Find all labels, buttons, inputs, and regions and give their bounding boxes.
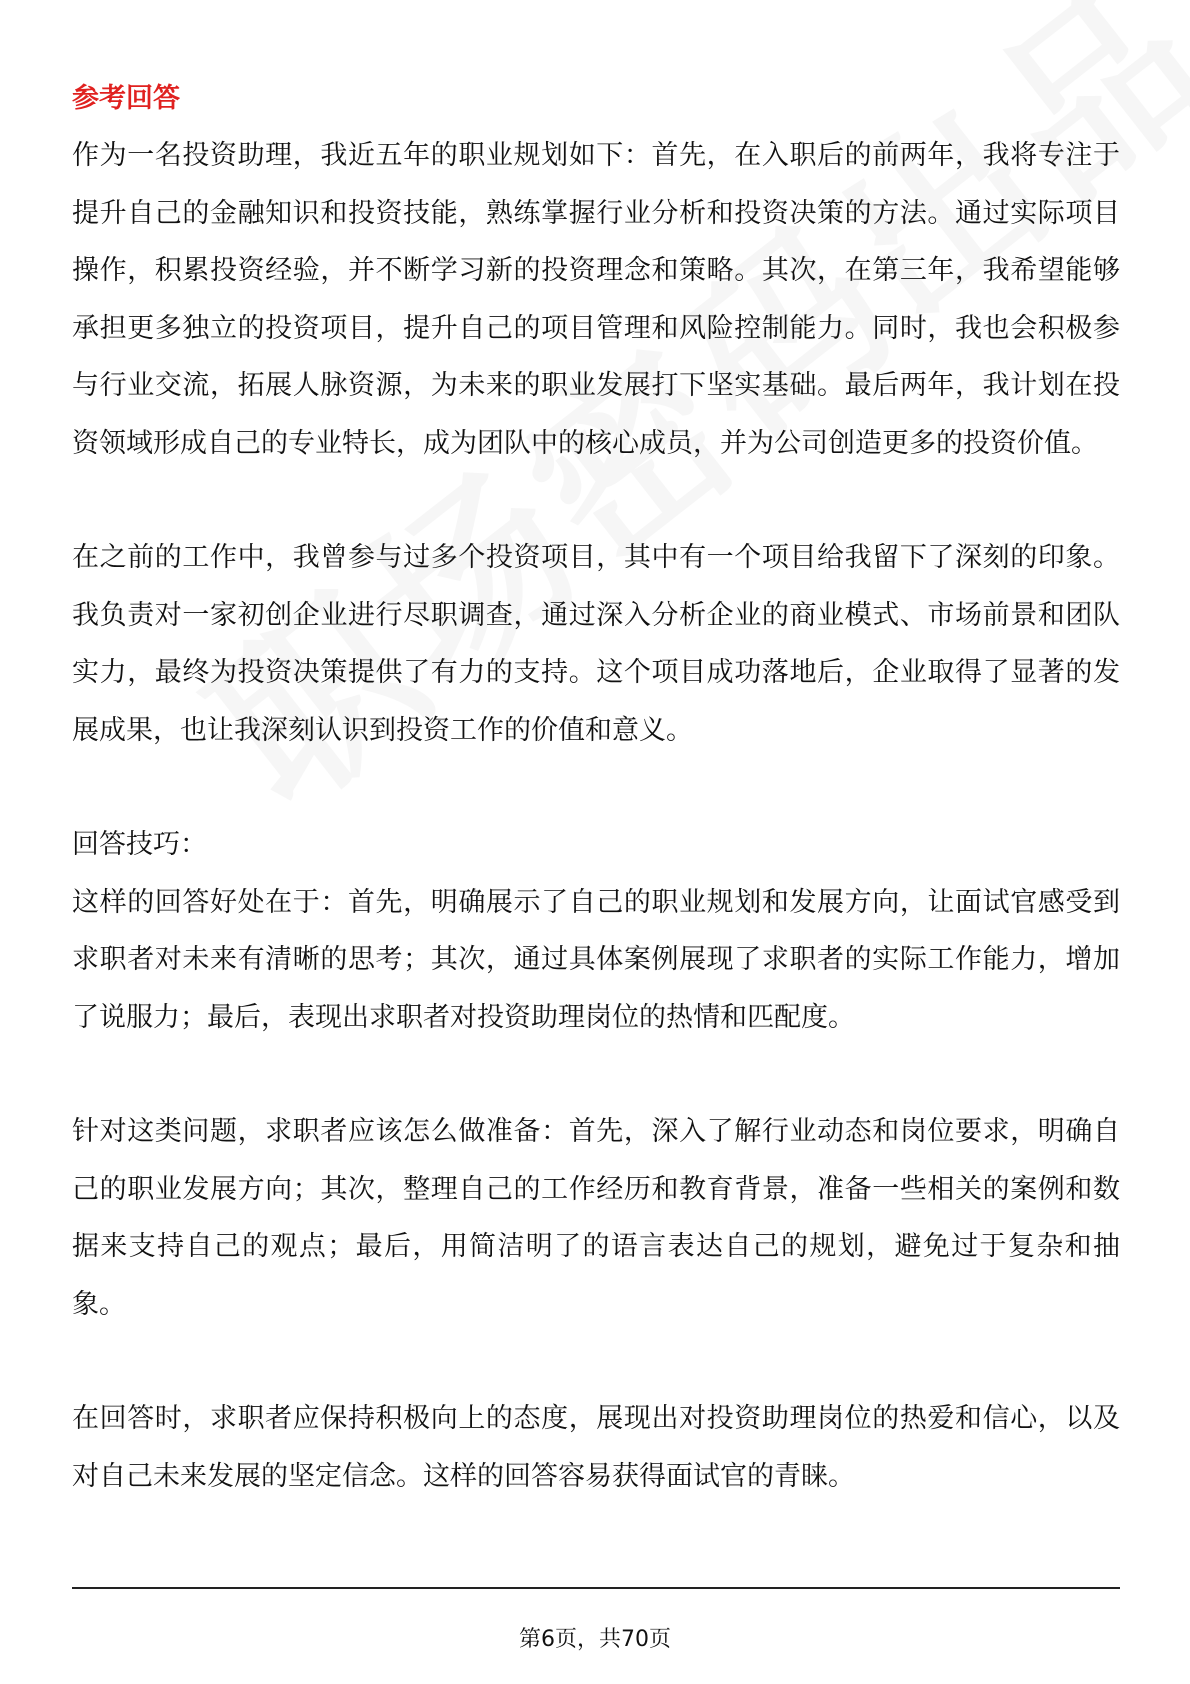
- paragraph-spacer: [72, 759, 1120, 816]
- footer-divider: [72, 1587, 1120, 1589]
- paragraph-attitude: 在回答时，求职者应保持积极向上的态度，展现出对投资助理岗位的热爱和信心，以及对自己未来发展的坚定信念。这样的回答容易获得面试官的青睐。: [72, 1403, 1120, 1492]
- paragraph-spacer: [72, 1333, 1120, 1390]
- page-number: 第6页，共70页: [519, 1627, 671, 1652]
- paragraph-career-plan: 作为一名投资助理，我近五年的职业规划如下：首先，在入职后的前两年，我将专注于提升自己的金融知识和投资技能，熟练掌握行业分析和投资决策的方法。通过实际项目操作，积累投资经验，并不断学习新的投资理念和策略。其次，在第三年，我希望能够承担更多独立的投资项目，提升自己的项目管理和风险控制能力。同时，我也会积极参与行业交流，拓展人脉资源，为未来的职业发展打下坚实基础。最后两年，我计划在投资领域形成自己的专业特长，成为团队中的核心成员，并为公司创造更多的投资价值。: [72, 140, 1120, 459]
- paragraph-spacer: [72, 472, 1120, 529]
- paragraph-project-experience: 在之前的工作中，我曾参与过多个投资项目，其中有一个项目给我留下了深刻的印象。我负责对一家初创企业进行尽职调查，通过深入分析企业的商业模式、市场前景和团队实力，最终为投资决策提供了有力的支持。这个项目成功落地后，企业取得了显著的发展成果，也让我深刻认识到投资工作的价值和意义。: [72, 542, 1120, 746]
- tips-heading: 回答技巧：: [72, 829, 207, 860]
- document-body: [72, 70, 1120, 1505]
- paragraph-answer-benefits: 这样的回答好处在于：首先，明确展示了自己的职业规划和发展方向，让面试官感受到求职者对未来有清晰的思考；其次，通过具体案例展现了求职者的实际工作能力，增加了说服力；最后，表现出求职者对投资助理岗位的热情和匹配度。: [72, 886, 1120, 1033]
- section-title: 参考回答: [72, 83, 180, 114]
- paragraph-spacer: [72, 1046, 1120, 1103]
- paragraph-preparation: 针对这类问题，求职者应该怎么做准备：首先，深入了解行业动态和岗位要求，明确自己的职业发展方向；其次，整理自己的工作经历和教育背景，准备一些相关的案例和数据来支持自己的观点；最后，用简洁明了的语言表达自己的规划，避免过于复杂和抽象。: [72, 1116, 1120, 1320]
